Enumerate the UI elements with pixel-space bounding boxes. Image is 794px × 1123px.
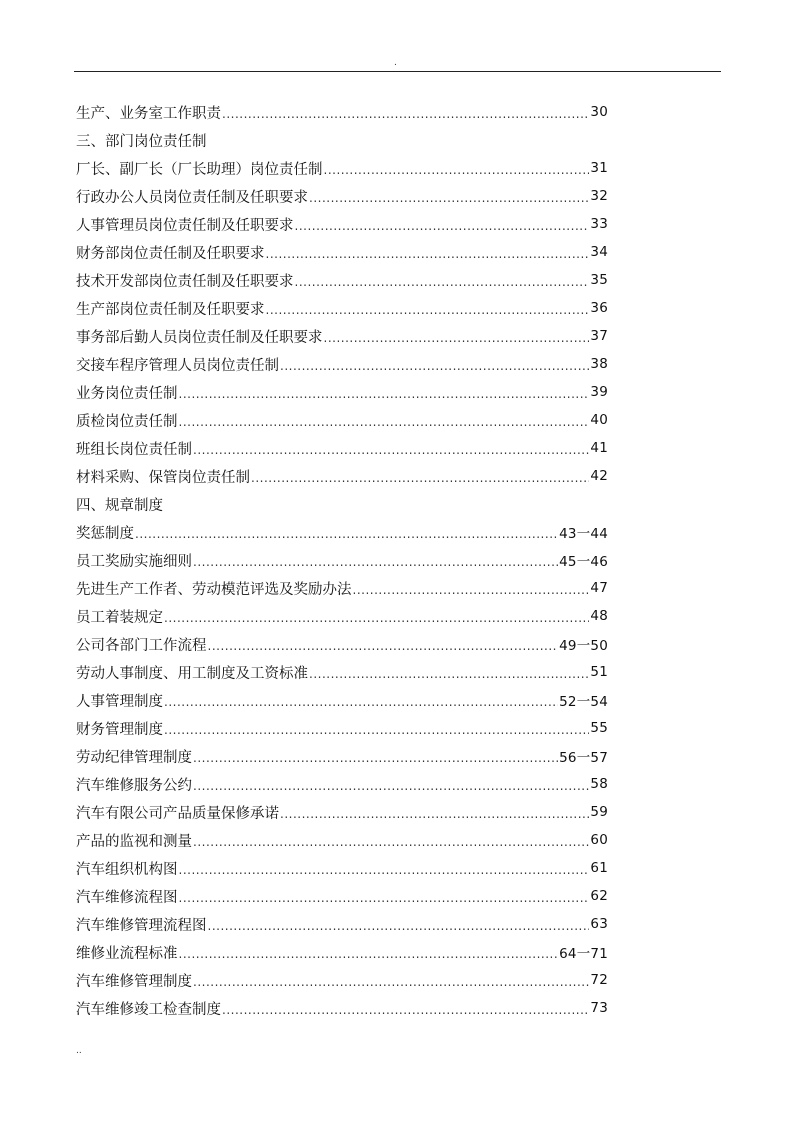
toc-dot-leader	[266, 247, 590, 261]
toc-page-number: 62	[590, 888, 608, 904]
toc-page-number: 49一50	[559, 638, 608, 654]
toc-entry-title: 劳动纪律管理制度	[76, 749, 192, 766]
toc-entry-title: 人事管理员岗位责任制及任职要求	[76, 217, 294, 234]
toc-entry[interactable]	[76, 658, 608, 686]
toc-entry[interactable]	[76, 238, 608, 266]
toc-entry[interactable]	[76, 462, 608, 490]
toc-dot-leader	[309, 667, 589, 681]
toc-dot-leader	[179, 387, 590, 401]
toc-entry-title: 汽车维修服务公约	[76, 777, 192, 794]
toc-page-number: 55	[590, 720, 608, 736]
toc-dot-leader	[193, 975, 589, 989]
toc-entry[interactable]	[76, 378, 608, 406]
toc-dot-leader	[135, 527, 558, 541]
toc-page-number: 61	[590, 860, 608, 876]
toc-page-number: 33	[590, 216, 608, 232]
toc-page-number: 56一57	[559, 750, 608, 766]
footer-mark: ..	[76, 1046, 82, 1056]
toc-page-number: 30	[590, 104, 608, 120]
toc-entry-title: 材料采购、保管岗位责任制	[76, 469, 250, 486]
toc-entry-title: 产品的监视和测量	[76, 833, 192, 850]
toc-dot-leader	[179, 863, 590, 877]
toc-page-number: 34	[590, 244, 608, 260]
toc-entry-title: 公司各部门工作流程	[76, 637, 207, 654]
toc-page-number: 41	[590, 440, 608, 456]
toc-dot-leader	[353, 583, 590, 597]
toc-entry[interactable]	[76, 686, 608, 714]
toc-entry[interactable]	[76, 98, 608, 126]
toc-entry[interactable]	[76, 518, 608, 546]
toc-page-number: 38	[590, 356, 608, 372]
toc-page-number: 45一46	[559, 554, 608, 570]
toc-entry-title: 质检岗位责任制	[76, 413, 178, 430]
toc-dot-leader	[280, 807, 589, 821]
toc-page-number: 36	[590, 300, 608, 316]
toc-dot-leader	[208, 919, 590, 933]
toc-dot-leader	[193, 779, 589, 793]
toc-entry-title: 汽车维修管理流程图	[76, 917, 207, 934]
toc-dot-leader	[193, 751, 558, 765]
toc-entry-title: 生产部岗位责任制及任职要求	[76, 301, 265, 318]
toc-entry-title: 奖惩制度	[76, 525, 134, 542]
toc-entry-title: 员工着装规定	[76, 609, 163, 626]
toc-entry[interactable]	[76, 826, 608, 854]
toc-entry-title: 汽车维修流程图	[76, 889, 178, 906]
toc-dot-leader	[295, 275, 590, 289]
toc-dot-leader	[193, 555, 558, 569]
toc-entry-title: 厂长、副厂长（厂长助理）岗位责任制	[76, 161, 323, 178]
toc-section-title: 四、规章制度	[76, 497, 163, 514]
toc-dot-leader	[324, 331, 590, 345]
toc-entry-title: 人事管理制度	[76, 693, 163, 710]
table-of-contents	[76, 98, 608, 1022]
toc-entry[interactable]	[76, 210, 608, 238]
toc-dot-leader	[208, 639, 559, 653]
toc-dot-leader	[222, 107, 589, 121]
toc-entry-title: 先进生产工作者、劳动模范评选及奖励办法	[76, 581, 352, 598]
toc-dot-leader	[179, 415, 590, 429]
toc-entry-title: 员工奖励实施细则	[76, 553, 192, 570]
toc-entry[interactable]	[76, 574, 608, 602]
toc-entry[interactable]	[76, 602, 608, 630]
toc-page-number: 40	[590, 412, 608, 428]
toc-dot-leader	[251, 471, 589, 485]
toc-dot-leader	[164, 723, 589, 737]
toc-dot-leader	[179, 947, 559, 961]
toc-entry[interactable]	[76, 966, 608, 994]
toc-entry-title: 财务部岗位责任制及任职要求	[76, 245, 265, 262]
toc-entry-title: 汽车维修竣工检查制度	[76, 1001, 221, 1018]
toc-page-number: 58	[590, 776, 608, 792]
toc-entry[interactable]	[76, 322, 608, 350]
toc-entry[interactable]	[76, 854, 608, 882]
toc-entry[interactable]	[76, 266, 608, 294]
toc-entry-title: 生产、业务室工作职责	[76, 105, 221, 122]
toc-entry-title: 事务部后勤人员岗位责任制及任职要求	[76, 329, 323, 346]
toc-entry[interactable]	[76, 910, 608, 938]
toc-dot-leader	[222, 1003, 589, 1017]
toc-entry[interactable]	[76, 182, 608, 210]
toc-entry-title: 业务岗位责任制	[76, 385, 178, 402]
toc-page-number: 42	[590, 468, 608, 484]
toc-dot-leader	[309, 191, 589, 205]
toc-page-number: 73	[590, 1000, 608, 1016]
toc-entry[interactable]	[76, 546, 608, 574]
toc-dot-leader	[179, 891, 590, 905]
toc-entry[interactable]	[76, 882, 608, 910]
toc-page-number: 52一54	[559, 694, 608, 710]
toc-dot-leader	[324, 163, 590, 177]
toc-dot-leader	[193, 835, 589, 849]
toc-entry-title: 汽车有限公司产品质量保修承诺	[76, 805, 279, 822]
toc-entry[interactable]	[76, 350, 608, 378]
toc-dot-leader	[164, 611, 589, 625]
toc-page-number: 43一44	[559, 526, 608, 542]
toc-entry-title: 技术开发部岗位责任制及任职要求	[76, 273, 294, 290]
toc-page-number: 48	[590, 608, 608, 624]
toc-section-heading	[76, 490, 608, 518]
toc-page-number: 64一71	[559, 946, 608, 962]
toc-page-number: 37	[590, 328, 608, 344]
toc-dot-leader	[295, 219, 590, 233]
toc-page-number: 59	[590, 804, 608, 820]
toc-entry[interactable]	[76, 742, 608, 770]
toc-entry-title: 行政办公人员岗位责任制及任职要求	[76, 189, 308, 206]
toc-dot-leader	[280, 359, 589, 373]
toc-entry[interactable]	[76, 630, 608, 658]
toc-page-number: 51	[590, 664, 608, 680]
toc-page-number: 72	[590, 972, 608, 988]
toc-entry-title: 维修业流程标准	[76, 945, 178, 962]
toc-page-number: 32	[590, 188, 608, 204]
toc-entry-title: 交接车程序管理人员岗位责任制	[76, 357, 279, 374]
toc-page-number: 35	[590, 272, 608, 288]
toc-page-number: 47	[590, 580, 608, 596]
toc-page-number: 60	[590, 832, 608, 848]
toc-entry-title: 财务管理制度	[76, 721, 163, 738]
toc-entry-title: 班组长岗位责任制	[76, 441, 192, 458]
toc-section-heading	[76, 126, 608, 154]
toc-section-title: 三、部门岗位责任制	[76, 133, 207, 150]
header-mark: .	[394, 58, 397, 68]
toc-page-number: 63	[590, 916, 608, 932]
toc-page-number: 31	[590, 160, 608, 176]
toc-entry[interactable]	[76, 294, 608, 322]
toc-dot-leader	[266, 303, 590, 317]
toc-entry[interactable]	[76, 798, 608, 826]
toc-entry[interactable]	[76, 154, 608, 182]
toc-entry[interactable]	[76, 770, 608, 798]
toc-entry-title: 劳动人事制度、用工制度及工资标准	[76, 665, 308, 682]
toc-entry[interactable]	[76, 434, 608, 462]
toc-dot-leader	[164, 695, 558, 709]
toc-dot-leader	[193, 443, 589, 457]
toc-entry-title: 汽车维修管理制度	[76, 973, 192, 990]
toc-entry[interactable]	[76, 714, 608, 742]
toc-entry[interactable]	[76, 994, 608, 1022]
toc-entry-title: 汽车组织机构图	[76, 861, 178, 878]
toc-entry[interactable]	[76, 406, 608, 434]
toc-entry[interactable]	[76, 938, 608, 966]
header-rule	[74, 71, 721, 72]
toc-page-number: 39	[590, 384, 608, 400]
